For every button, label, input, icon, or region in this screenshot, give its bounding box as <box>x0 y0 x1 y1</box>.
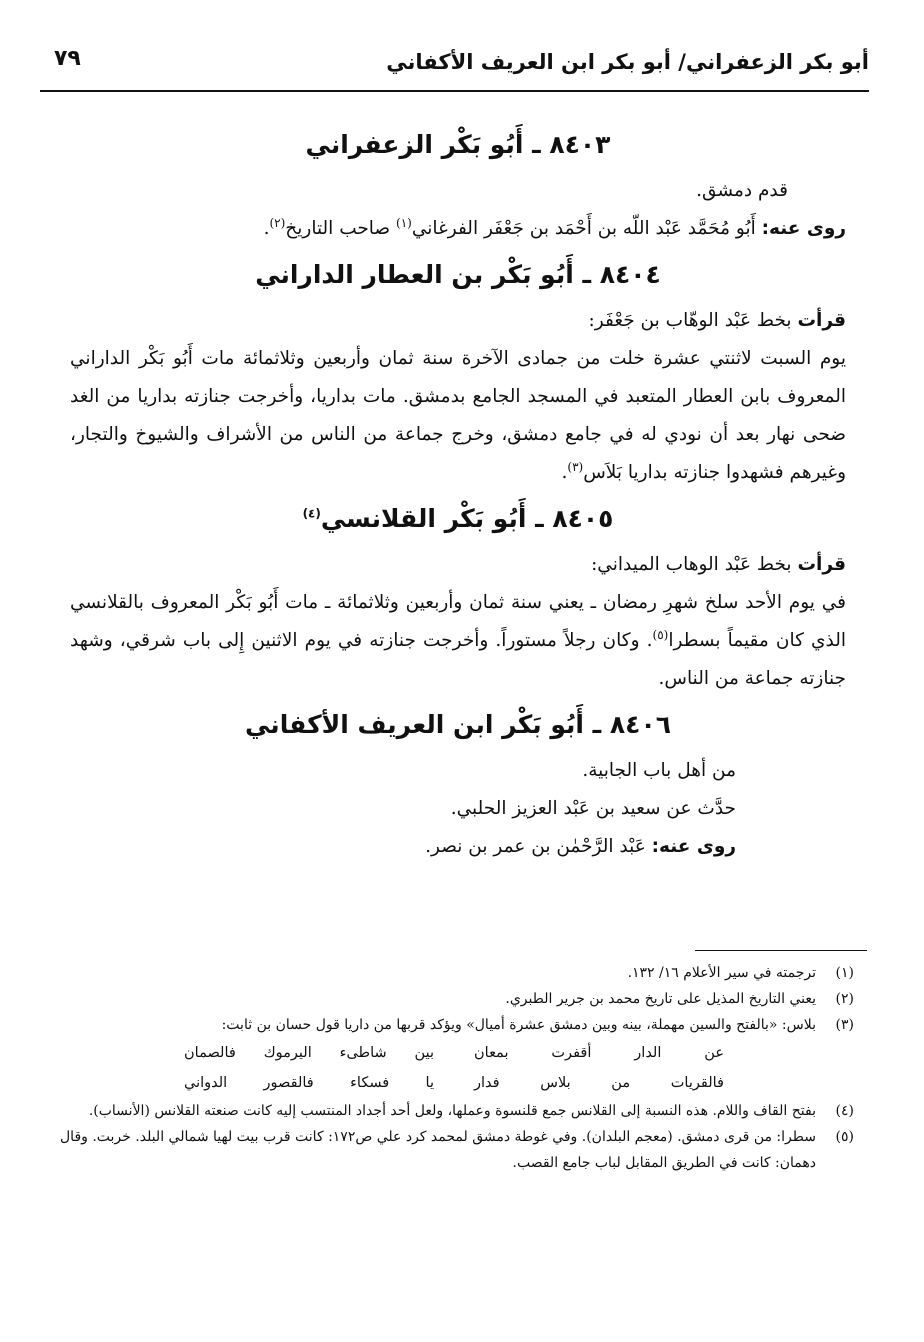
footnote-ref-3: (٣) <box>567 459 584 474</box>
entry-8403-narrators <box>70 210 846 248</box>
entry-8405-paragraph <box>70 584 846 698</box>
entry-title-8405 <box>70 492 846 546</box>
footnote-text: ترجمته في سير الأعلام ١٦/ ١٣٢. <box>627 965 816 981</box>
paragraph-end: . <box>561 462 568 483</box>
footnote-number: (٢) <box>835 991 854 1007</box>
intro-text: بخط عَبْد الوهّاب بن جَعْفَر: <box>588 310 798 331</box>
footnote-4 <box>60 1098 854 1124</box>
footnote-number: (٤) <box>835 1103 854 1119</box>
verse-hemistich: بين شاطىء اليرموك فالصمان <box>184 1045 434 1061</box>
poem-verse-2 <box>60 1068 854 1098</box>
footnote-number: (٥) <box>835 1129 854 1145</box>
header-rule <box>40 90 869 92</box>
footnote-ref-5: (٥) <box>652 627 669 642</box>
footnote-number: (١) <box>835 965 854 981</box>
main-text <box>70 118 846 866</box>
footnote-ref-1: (١) <box>396 215 412 230</box>
footnote-number: (٣) <box>835 1017 854 1033</box>
paragraph-text: في يوم الأحد سلخ شهرِ رمضان ـ يعني سنة ثمان وأربعين وثلاثمائة ـ مات أَبُو بَكْر المعروف بالقلانسي الذي كان مقيماً بسطرا <box>70 592 847 651</box>
footnote-ref-2: (٢) <box>269 215 286 230</box>
paragraph-text: يوم السبت لاثنتي عشرة خلت من جمادى الآخرة سنة ثمان وأربعين وثلاثمائة مات أَبُو بَكْر الداراني المعروف بابن العطار المتعبد في المسجد الجامع بدمشق. مات بداريا، وأخرجت جنازته بداريا من الغد ضحى نهار بعد أن نودي له في جامع دمشق، وخرج جماعة من الناس من الأشراف والشيوخ والتجار، وغيرهم فشهدوا جنازته بداريا بَلاَس <box>70 348 846 483</box>
entry-8406-line-1: من أهل باب الجابية. <box>582 760 736 781</box>
entry-8404-intro <box>70 302 846 340</box>
footnote-rule <box>695 950 867 951</box>
entry-8406-line-3 <box>70 828 846 866</box>
entry-title-8406: ٨٤٠٦ ـ أَبُو بَكْر ابن العريف الأكفاني <box>245 710 671 739</box>
footnote-text: سطرا: من قرى دمشق. (معجم البلدان). وفي غوطة دمشق لمحمد كرد علي ص١٧٢: كانت قرب بيت لهيا شمالي البلد. خربت. وقال دهمان: كانت في الطريق المقابل لباب جامع القصب. <box>60 1129 816 1171</box>
entry-title-8404: ٨٤٠٤ ـ أَبُو بَكْر بن العطار الداراني <box>255 260 661 289</box>
paragraph-end: . وكان رجلاً مستوراً. وأخرجت جنازته في يوم الاثنين إِلى باب شرقي، وشهد جنازته جماعة من الناس. <box>70 630 846 689</box>
entry-8406-line-2: حدَّث عن سعيد بن عَبْد العزيز الحلبي. <box>450 798 736 819</box>
footnote-5 <box>60 1124 854 1176</box>
narrated-by-label: روى عنه: <box>651 836 736 857</box>
intro-text: بخط عَبْد الوهاب الميداني: <box>591 554 798 575</box>
verse-hemistich: يا فسكاء فالقصور الدواني <box>184 1075 434 1091</box>
poem-verse-1 <box>60 1038 854 1068</box>
entry-title-8403: ٨٤٠٣ ـ أَبُو بَكْر الزعفراني <box>305 130 611 159</box>
footnote-text: بلاس: «بالفتح والسين مهملة، بينه وبين دمشق عشرة أميال» ويؤكد قربها من داريا قول حسان بن ثابت: <box>221 1017 816 1033</box>
entry-8403-line-1: قدم دمشق. <box>696 180 788 201</box>
read-label: قرأت <box>797 310 846 331</box>
narrated-by-label: روى عنه: <box>761 218 846 239</box>
entry-8404-paragraph <box>70 340 846 492</box>
entry-8405-intro <box>70 546 846 584</box>
footnote-ref-4: (٤) <box>302 506 321 521</box>
page-header <box>40 40 869 90</box>
verse-hemistich: فالقريات من بلاس فدار <box>474 1075 724 1091</box>
narrator-text: عَبْد الرَّحْمٰن بن عمر بن نصر. <box>425 836 652 857</box>
page-number: ٧٩ <box>54 46 81 71</box>
footnote-3 <box>60 1012 854 1038</box>
narrator-text-3: . <box>263 218 270 239</box>
footnote-text: يعني التاريخ المذيل على تاريخ محمد بن جرير الطبري. <box>505 991 816 1007</box>
entry-title-text: ٨٤٠٥ ـ أَبُو بَكْر القلانسي <box>320 504 614 533</box>
footnote-2 <box>60 986 854 1012</box>
read-label: قرأت <box>797 554 846 575</box>
verse-hemistich: عن الدار أقفرت بمعان <box>474 1045 724 1061</box>
narrator-text-2: صاحب التاريخ <box>285 218 397 239</box>
narrator-text: أَبُو مُحَمَّد عَبْد اللّه بن أَحْمَد بن جَعْفَر الفرغاني <box>411 218 762 239</box>
footnote-1 <box>60 960 854 986</box>
running-title: أبو بكر الزعفراني/ أبو بكر ابن العريف الأكفاني <box>386 50 869 74</box>
footnote-text: بفتح القاف واللام. هذه النسبة إلى القلانس جمع قلنسوة وعملها، ولعل أحد أجداد المنتسب إليه كانت صنعته القلانس (الأنساب). <box>88 1103 816 1119</box>
footnotes <box>60 960 854 1176</box>
